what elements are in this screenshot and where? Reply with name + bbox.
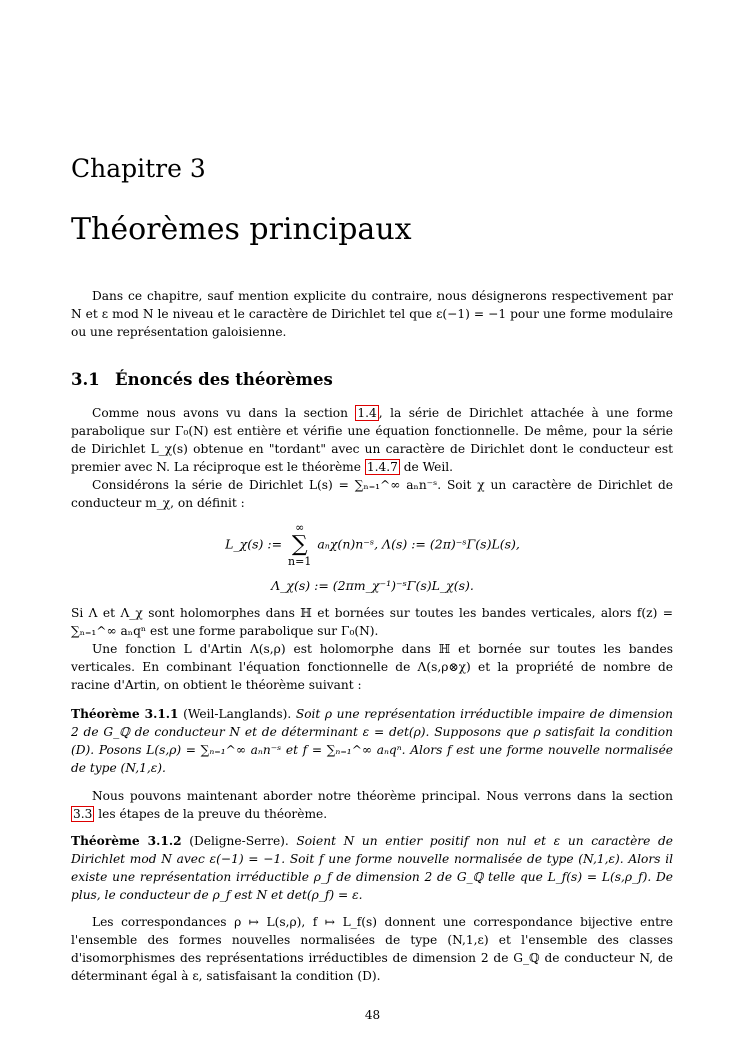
paragraph-2: Considérons la série de Dirichlet L(s) = ∑ₙ₌₁^∞ aₙn⁻ˢ. Soit χ un caractère de Dirichlet de conducteur m_χ, on définit : [71,478,673,510]
sum-upper-limit: ∞ [295,521,305,534]
theorem-3-1-1-label: Théorème 3.1.1 [71,707,179,721]
paragraph-1-text-a: Comme nous avons vu dans la section [92,406,356,420]
theorem-3-1-1 [71,705,673,777]
sigma-icon: ∑ [291,532,308,557]
intro-paragraph: Dans ce chapitre, sauf mention explicite du contraire, nous désignerons respectivement par N et ε mod N le niveau et le caractère de Dirichlet tel que ε(−1) = −1 pour une forme modulaire ou une représentation galoisienne. [71,289,673,339]
paragraph-1-text-c: de Weil. [399,460,454,474]
equation-1 [0,522,745,568]
theorem-3-1-2 [71,832,673,904]
equation-2 [0,578,745,593]
summation-symbol [288,522,311,568]
chapter-title: Théorèmes principaux [71,212,412,247]
paragraph-5-text-b: les étapes de la preuve du théorème. [94,807,328,821]
section-link-1-4[interactable]: 1.4 [357,406,377,420]
paragraph-5 [71,787,673,823]
equation-2-text: Λ_χ(s) := (2πm_χ⁻¹)⁻ˢΓ(s)L_χ(s). [271,578,474,593]
theorem-3-1-2-label: Théorème 3.1.2 [71,834,182,848]
equation-1-rhs: aₙχ(n)n⁻ˢ, Λ(s) := (2π)⁻ˢΓ(s)L(s), [317,536,520,552]
equation-1-lhs: L_χ(s) := [225,536,283,552]
section-link-3-3[interactable]: 3.3 [73,807,93,821]
theorem-3-1-1-body: Soit ρ une représentation irréductible impaire de dimension 2 de G_ℚ de conducteur N et de déterminant ε = det(ρ). Supposons que ρ satisfait la condition (D). Posons L(s,ρ) = ∑ₙ₌₁^∞ aₙn⁻ˢ et f = ∑ₙ₌₁^∞ aₙqⁿ. Alors f est une forme nouvelle normalisée de type (N,1,ε). [71,707,673,775]
chapter-label: Chapitre 3 [71,154,206,183]
paragraph-1-text-b: , la série de Dirichlet attachée à une forme parabolique sur Γ₀(N) est entière et vérifie une équation fonctionnelle. De même, pour la série de Dirichlet L_χ(s) obtenue en "tordant" avec un caractère de Dirichlet dont le conducteur est premier avec N. La réciproque est le théorème [71,406,673,474]
page-number: 48 [364,1008,381,1022]
section-number: 3.1 [71,370,100,389]
paragraph-4: Une fonction L d'Artin Λ(s,ρ) est holomorphe dans ℍ et bornée sur toutes les bandes verticales. En combinant l'équation fonctionnelle de Λ(s,ρ⊗χ) et la propriété de nombre de racine d'Artin, on obtient le théorème suivant : [71,642,673,692]
paragraph-6: Les correspondances ρ ↦ L(s,ρ), f ↦ L_f(s) donnent une correspondance bijective entre l'ensemble des formes nouvelles normalisées de type (N,1,ε) et l'ensemble des classes d'isomorphismes des représentations irréductibles de dimension 2 de G_ℚ de conducteur N, de déterminant égal à ε, satisfaisant la condition (D). [71,915,673,983]
section-title: Énoncés des théorèmes [115,370,333,389]
paragraph-3: Si Λ et Λ_χ sont holomorphes dans ℍ et bornées sur toutes les bandes verticales, alors f(z) = ∑ₙ₌₁^∞ aₙqⁿ est une forme parabolique sur Γ₀(N). [71,606,673,638]
paragraph-1 [71,404,673,476]
sum-lower-limit: n=1 [288,555,312,568]
section-heading [71,370,333,389]
theorem-link-1-4-7[interactable]: 1.4.7 [366,460,398,474]
theorem-3-1-2-body: Soient N un entier positif non nul et ε un caractère de Dirichlet mod N avec ε(−1) = −1. Soit f une forme nouvelle normalisée de type (N,1,ε). Alors il existe une représentation irréductible ρ_f de dimension 2 de G_ℚ telle que L_f(s) = L(s,ρ_f). De plus, le conducteur de ρ_f est N et det(ρ_f) = ε. [71,834,673,902]
paragraph-5-text-a: Nous pouvons maintenant aborder notre théorème principal. Nous verrons dans la section [92,789,673,803]
theorem-3-1-2-attribution: (Deligne-Serre). [181,834,289,848]
theorem-3-1-1-attribution: (Weil-Langlands). [178,707,292,721]
